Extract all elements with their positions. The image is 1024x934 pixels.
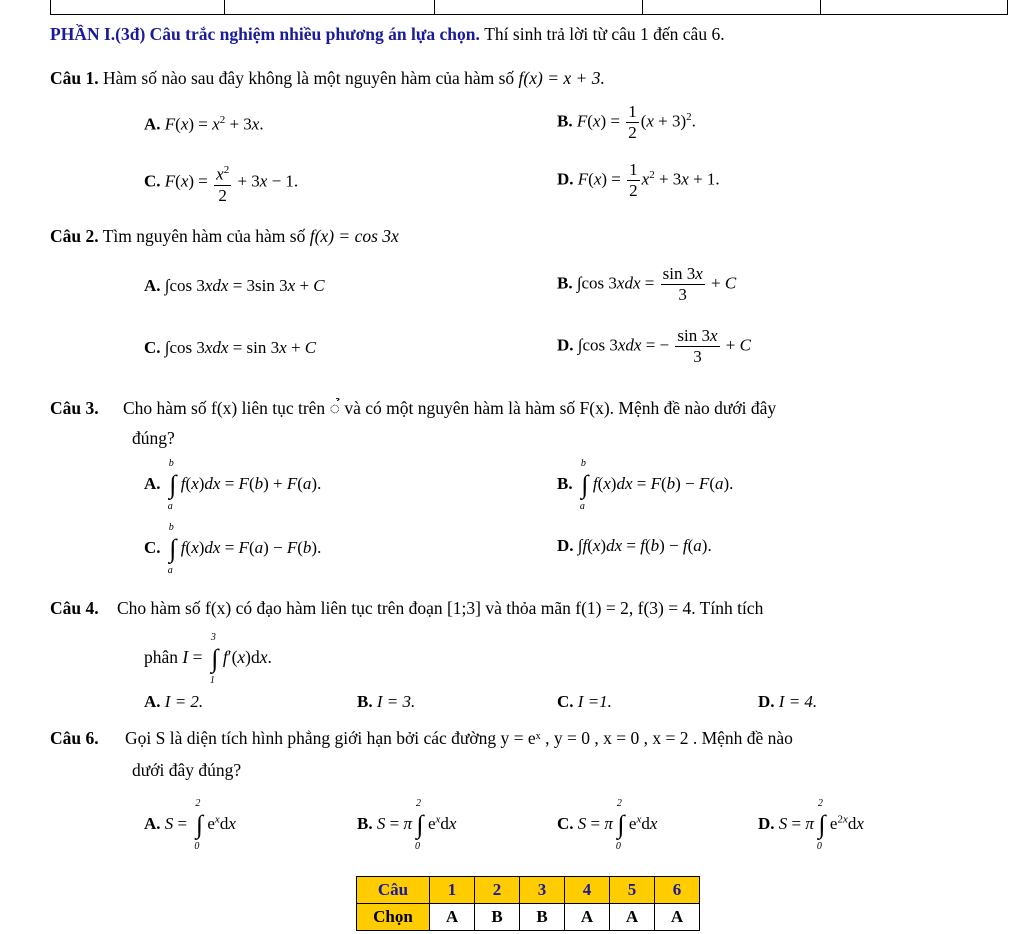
q4-option-d: D. I = 4. — [758, 692, 818, 711]
answer-row-questions — [357, 877, 700, 904]
q1-option-a: A. $F(x) = x^2 + 3x$. — [144, 114, 264, 134]
q3-option-b: B. b ∫ a f(x)dx = F(b) − F(a). — [557, 458, 734, 512]
question-6 — [50, 728, 793, 749]
part-header — [50, 24, 725, 45]
q1-function: f(x) = x + 3. — [518, 68, 605, 88]
q6-option-b: B. S = π 2 ∫ 0 $e^xdx$ — [357, 798, 457, 852]
q6-option-d: D. S = π 2 ∫ 0 $e^{2x}dx$ — [758, 798, 864, 852]
q6-text: Gọi S là diện tích hình phẳng giới hạn bởi các đường y = eˣ , y = 0 , x = 0 , x = 2 . Mệnh đề nào — [125, 728, 793, 748]
q2-option-d: D. ∫cos 3xdx = − $\frac{\sin 3x}{3}$ + C — [557, 326, 751, 366]
q4-option-a: A. I = 2. — [144, 692, 204, 711]
answer-choice: B — [475, 904, 520, 931]
q6-option-c: C. S = π 2 ∫ 0 $e^xdx$ — [557, 798, 658, 852]
answer-q: 1 — [430, 877, 475, 904]
q3-text: Cho hàm số f(x) liên tục trên ◌̉ và có một nguyên hàm là hàm số F(x). Mệnh đề nào dưới đây — [123, 398, 777, 418]
q2-label: Câu 2. — [50, 226, 99, 246]
q3-text-line2: đúng? — [132, 428, 175, 448]
answer-choice: A — [655, 904, 700, 931]
q1-option-c: C. F(x) = $\frac{x^2}{2}$ + 3x − 1. — [144, 160, 298, 206]
q6-label: Câu 6. — [50, 728, 99, 748]
answer-choice: A — [430, 904, 475, 931]
answer-q: 5 — [610, 877, 655, 904]
q3-option-d: D. ∫f(x)dx = f(b) − f(a). — [557, 536, 712, 555]
answer-choice: A — [565, 904, 610, 931]
q6-option-a: A. S = 2 ∫ 0 $e^xdx$ — [144, 798, 236, 852]
top-table-border — [50, 0, 1008, 15]
q4-option-c: C. I =1. — [557, 692, 612, 711]
q2-option-b: B. ∫cos 3xdx = $\frac{\sin 3x}{3}$ + C — [557, 264, 737, 304]
answer-choice: B — [520, 904, 565, 931]
q1-label: Câu 1. — [50, 68, 99, 88]
q2-option-c: C. ∫cos 3xdx = sin 3x + C — [144, 338, 317, 357]
answer-q: 6 — [655, 877, 700, 904]
q4-text: Cho hàm số f(x) có đạo hàm liên tục trên đoạn [1;3] và thỏa mãn f(1) = 2, f(3) = 4. Tính tích — [117, 598, 764, 618]
answer-q: 4 — [565, 877, 610, 904]
question-3 — [50, 398, 776, 419]
q1-option-b: B. F(x) = $\frac{1}{2}$ $(x + 3)^2$. — [557, 102, 696, 142]
question-2 — [50, 226, 399, 247]
answer-row1-label: Câu — [357, 877, 430, 904]
answer-table — [356, 876, 700, 931]
answer-q: 3 — [520, 877, 565, 904]
part-title: PHẦN I.(3đ) Câu trắc nghiệm nhiều phương án lựa chọn. — [50, 24, 480, 44]
q6-text-line2: dưới đây đúng? — [132, 760, 242, 780]
answer-row-choices — [357, 904, 700, 931]
answer-row2-label: Chọn — [357, 904, 430, 931]
q2-text: Tìm nguyên hàm của hàm số — [102, 226, 306, 246]
question-1 — [50, 68, 605, 89]
q4-option-b: B. I = 3. — [357, 692, 416, 711]
q4-label: Câu 4. — [50, 598, 99, 618]
q1-option-d: D. F(x) = $\frac{1}{2}$ $x^2 + 3x + 1$. — [557, 160, 720, 200]
question-4 — [50, 598, 763, 619]
q1-text: Hàm số nào sau đây không là một nguyên hàm của hàm số — [103, 68, 515, 88]
part-instruction: Thí sinh trả lời từ câu 1 đến câu 6. — [484, 24, 725, 44]
q2-option-a: A. ∫cos 3xdx = 3sin 3x + C — [144, 276, 325, 295]
q3-option-a: A. b ∫ a f(x)dx = F(b) + F(a). — [144, 458, 322, 512]
q3-option-c: C. b ∫ a f(x)dx = F(a) − F(b). — [144, 522, 322, 576]
answer-q: 2 — [475, 877, 520, 904]
q2-function: f(x) = cos 3x — [309, 226, 399, 246]
q4-text-line2: phân I = 3 ∫ 1 f′(x)dx. — [144, 632, 272, 686]
answer-choice: A — [610, 904, 655, 931]
q3-label: Câu 3. — [50, 398, 99, 418]
